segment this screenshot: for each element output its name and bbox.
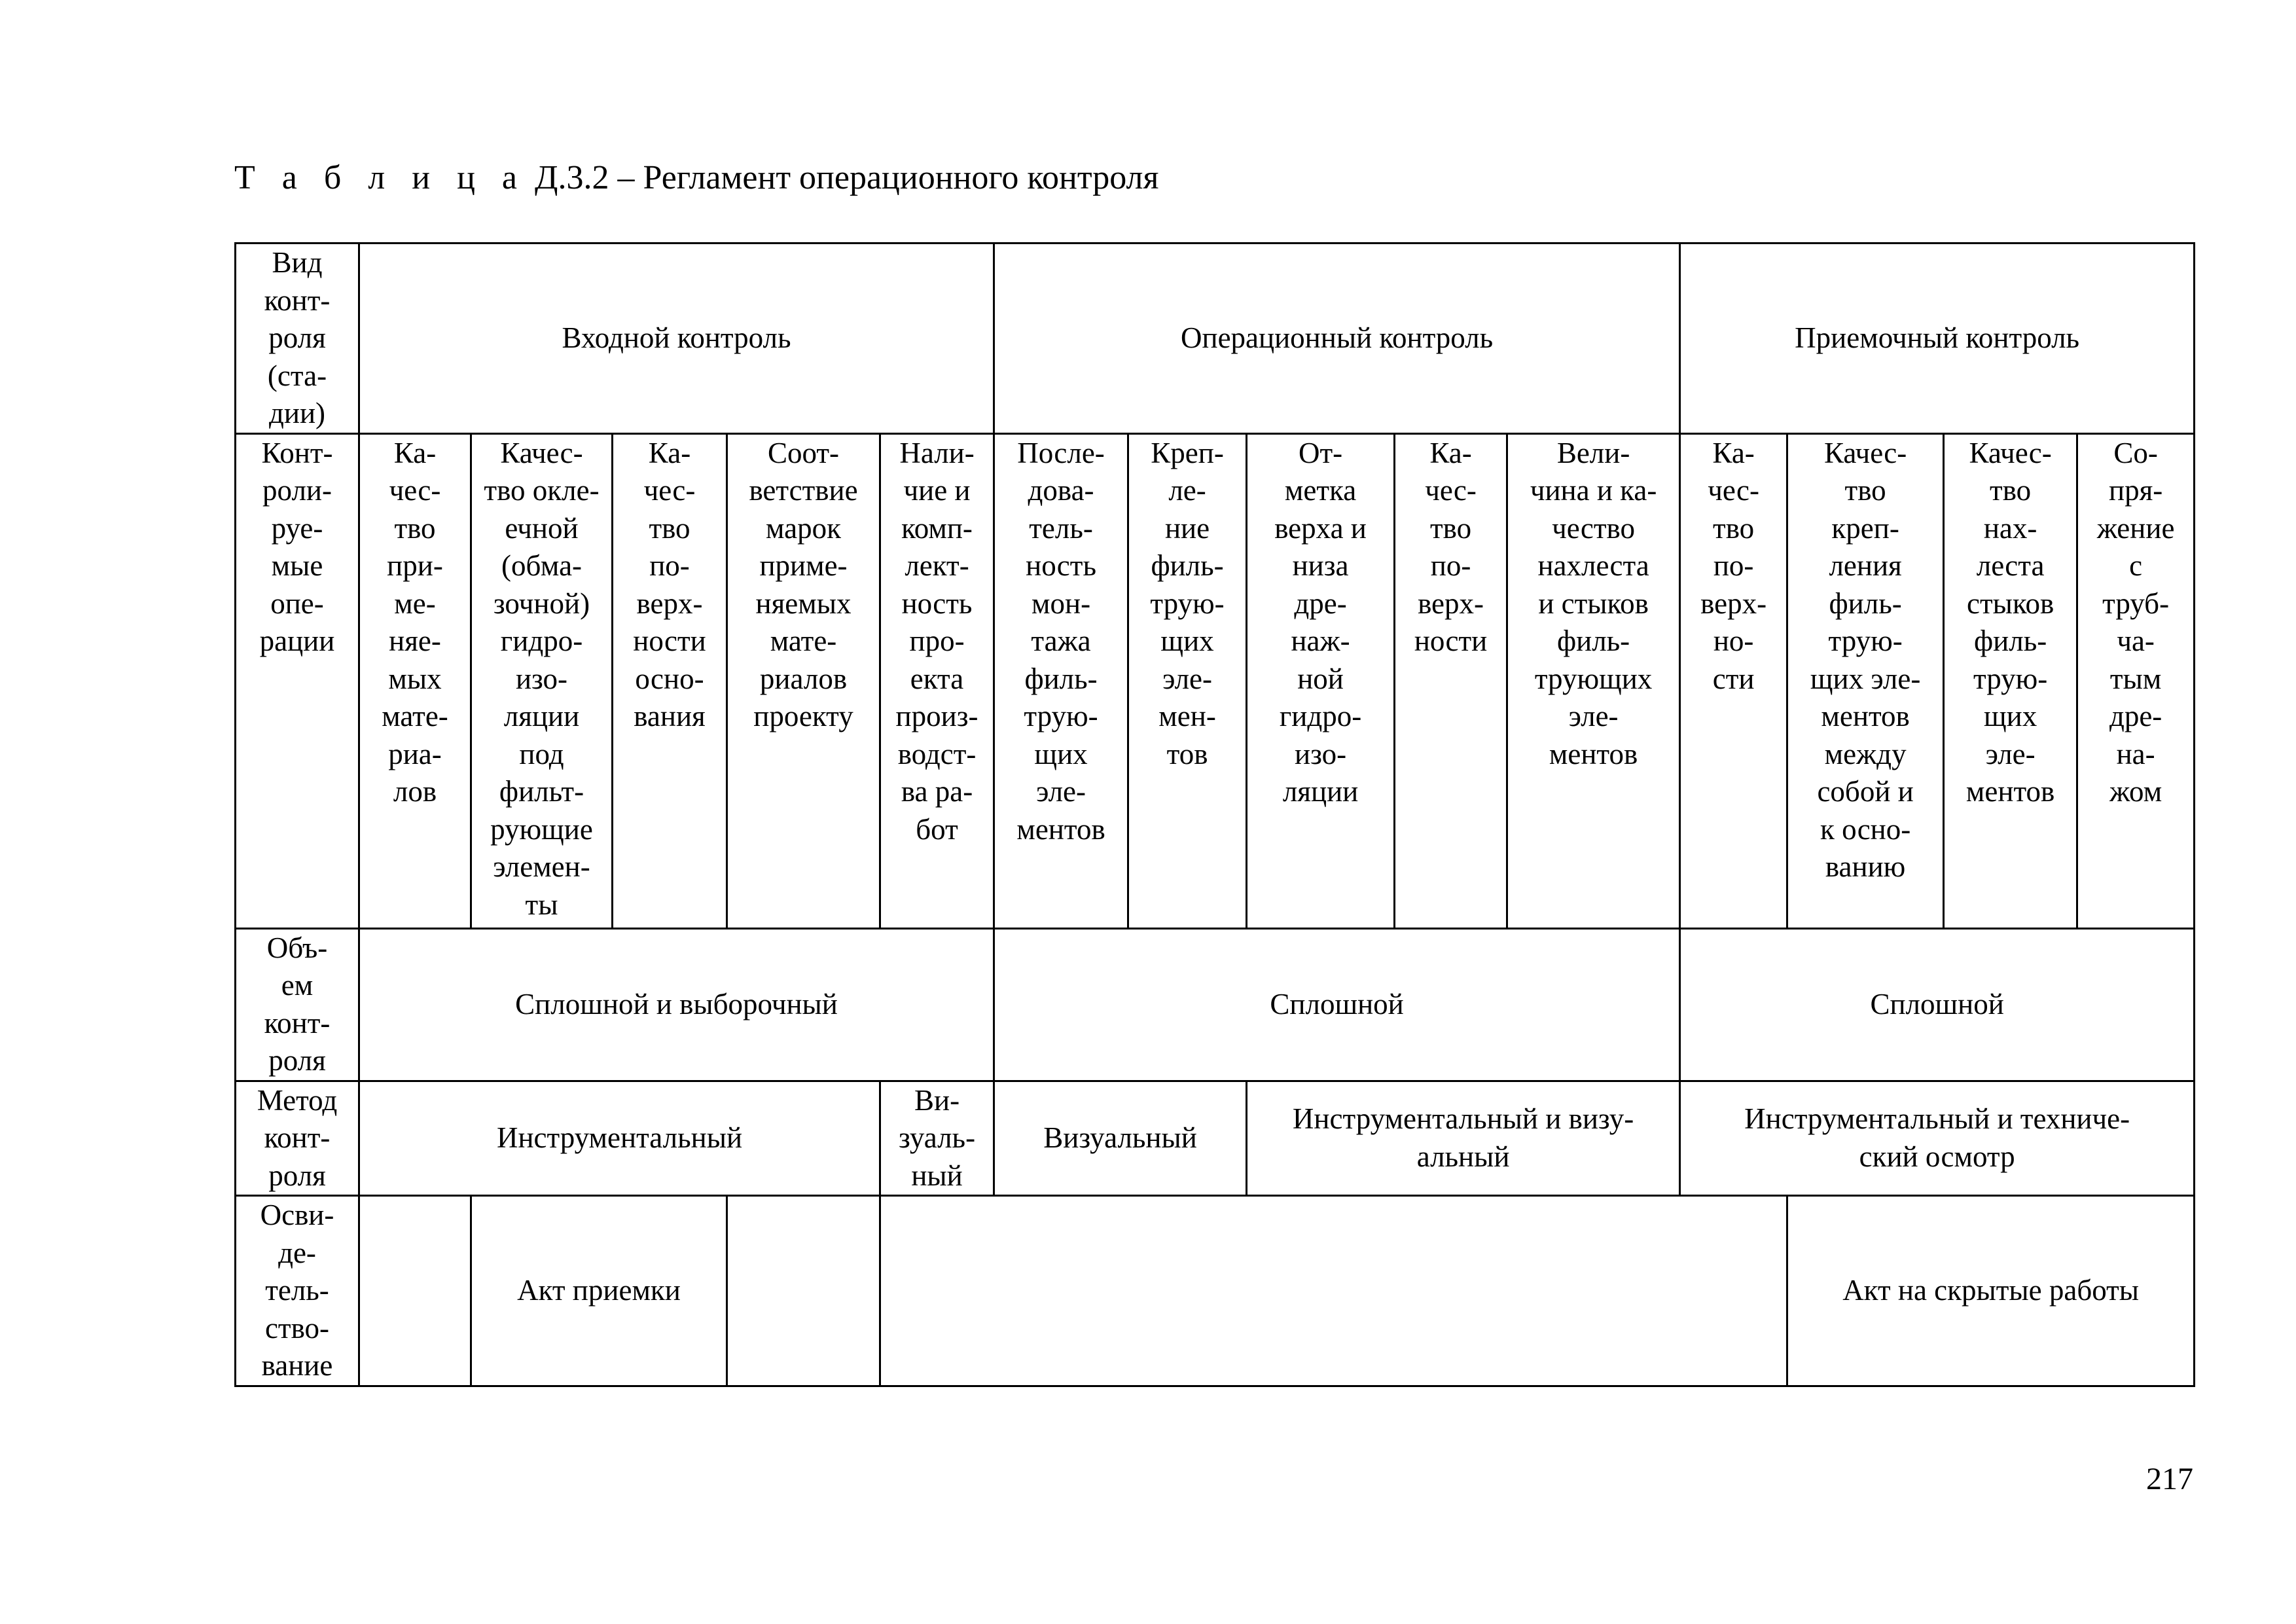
table-row bbox=[236, 928, 2195, 1081]
operation-cell: Ка- чес- тво по- верх- ности bbox=[1395, 433, 1507, 928]
table-row bbox=[236, 1081, 2195, 1196]
operation-cell: Со- пря- жение с труб- ча- тым дре- на- жом bbox=[2077, 433, 2195, 928]
group-incoming-control: Входной контроль bbox=[359, 244, 994, 434]
row-header-controlled-operations: Конт- роли- руе- мые опе- рации bbox=[236, 433, 359, 928]
caption-dash: – bbox=[617, 159, 635, 196]
method-instrumental-inspection: Инструментальный и техниче- ский осмотр bbox=[1680, 1081, 2195, 1196]
method-instrumental-visual: Инструментальный и визу- альный bbox=[1247, 1081, 1680, 1196]
group-operational-control: Операционный контроль bbox=[994, 244, 1680, 434]
row-header-certification: Осви- де- тель- ство- вание bbox=[236, 1196, 359, 1386]
operation-cell: Креп- ле- ние филь- трую- щих эле- мен- тов bbox=[1128, 433, 1247, 928]
operation-cell: Качес- тво окле- ечной (обма- зочной) гидро- изо- ляции под фильт- рующие элемен- ты bbox=[471, 433, 613, 928]
certification-empty-cell bbox=[727, 1196, 880, 1386]
row-header-control-stage: Вид конт- роля (ста- дии) bbox=[236, 244, 359, 434]
table-caption bbox=[234, 157, 1158, 199]
certification-empty-cell bbox=[880, 1196, 1787, 1386]
row-header-control-volume: Объ- ем конт- роля bbox=[236, 928, 359, 1081]
certification-empty-cell bbox=[359, 1196, 471, 1386]
row-header-control-method: Метод конт- роля bbox=[236, 1081, 359, 1196]
operation-cell: Соот- ветствие марок приме- няемых мате- риалов проекту bbox=[727, 433, 880, 928]
operation-cell: Ка- чес- тво по- верх- но- сти bbox=[1680, 433, 1787, 928]
operation-cell: Ка- чес- тво по- верх- ности осно- вания bbox=[613, 433, 727, 928]
caption-number: Д.3.2 bbox=[535, 159, 609, 196]
volume-operational: Сплошной bbox=[994, 928, 1680, 1081]
operation-cell: Ка- чес- тво при- ме- няе- мых мате- риа- лов bbox=[359, 433, 471, 928]
certification-acceptance-act: Акт приемки bbox=[471, 1196, 727, 1386]
operation-cell: Качес- тво креп- ления филь- трую- щих эле- ментов между собой и к осно- ванию bbox=[1787, 433, 1944, 928]
method-visual: Визуальный bbox=[994, 1081, 1247, 1196]
table-row bbox=[236, 1196, 2195, 1386]
volume-acceptance: Сплошной bbox=[1680, 928, 2195, 1081]
control-regulation-table bbox=[234, 242, 2195, 1387]
operation-cell: От- метка верха и низа дре- наж- ной гидро- изо- ляции bbox=[1247, 433, 1395, 928]
operation-cell: Нали- чие и комп- лект- ность про- екта произ- водст- ва ра- бот bbox=[880, 433, 994, 928]
operation-cell: Вели- чина и ка- чество нахлеста и стыков филь- трующих эле- ментов bbox=[1507, 433, 1680, 928]
page-number: 217 bbox=[2146, 1462, 2193, 1496]
caption-title: Регламент операционного контроля bbox=[643, 159, 1159, 196]
table-row bbox=[236, 244, 2195, 434]
certification-hidden-works-act: Акт на скрытые работы bbox=[1787, 1196, 2195, 1386]
method-visual-short: Ви- зуаль- ный bbox=[880, 1081, 994, 1196]
volume-incoming: Сплошной и выборочный bbox=[359, 928, 994, 1081]
caption-label: Т а б л и ц а bbox=[234, 159, 526, 196]
group-acceptance-control: Приемочный контроль bbox=[1680, 244, 2195, 434]
method-instrumental: Инструментальный bbox=[359, 1081, 880, 1196]
table-row bbox=[236, 433, 2195, 928]
operation-cell: Качес- тво нах- леста стыков филь- трую- щих эле- ментов bbox=[1944, 433, 2077, 928]
operation-cell: После- дова- тель- ность мон- тажа филь- трую- щих эле- ментов bbox=[994, 433, 1128, 928]
